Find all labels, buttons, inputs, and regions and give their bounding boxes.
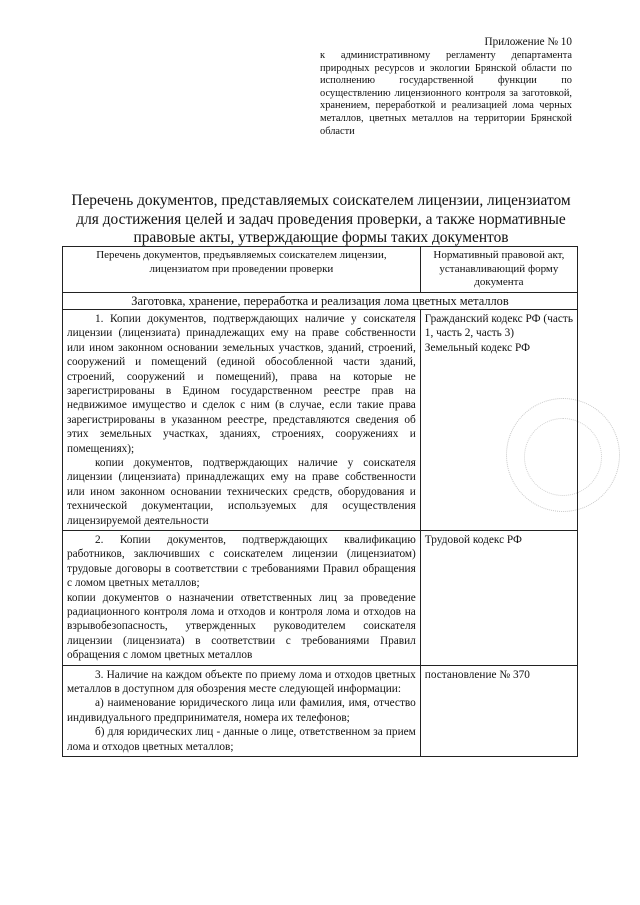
table-row	[63, 531, 578, 666]
appendix-body: к административному регламенту департамента природных ресурсов и экологии Брянской области по исполнению государственной функции по осуществлению лицензионного контроля за заготовкой, хранением, переработкой и реализацией лома черных металлов, цветных металлов на территории Брянской области	[320, 50, 572, 137]
row-1-paragraph-2: копии документов, подтверждающих наличие у соискателя лицензии (лицензиата) принадлежащих ему на праве собственности или ином законном основании технических средств, оборудования и технической документации, используемых для осуществления лицензируемой деятельности	[67, 456, 416, 527]
row-1-act-2: Земельный кодекс РФ	[424, 341, 530, 354]
row-1-paragraph-1: 1. Копии документов, подтверждающих наличие у соискателя лицензии (лицензиата) принадлежащих ему на праве собственности или ином законном основании земельных участков, зданий, строений, сооружений и помещений (единой обособленной части зданий, строений, сооружений и помещений), права на которые не зарегистрированы в Едином государственном реестре прав на недвижимое имущество и сделок с ним (в случае, если такие права зарегистрированы в указанном реестре, представляются сведения об этих земельных участках, зданиях, строениях, сооружениях и помещениях);	[67, 312, 416, 455]
row-2-legal-act	[420, 531, 577, 666]
document-title: Перечень документов, представляемых соискателем лицензии, лицензиатом для достижения целей и задач проведения проверки, а также нормативные правовые акты, утверждающие формы таких документов	[71, 192, 571, 246]
table-row	[63, 665, 578, 756]
row-2-paragraph-2: копии документов о назначении ответственных лиц за проведение радиационного контроля лома и отходов и контроля лома и отходов на взрывобезопасность, утвержденных руководителем соискателя лицензии (лицензиата) в соответствии с требованиями Правил обращения с ломом цветных металлов	[67, 591, 416, 662]
row-2-documents	[63, 531, 421, 666]
table-row	[63, 309, 578, 530]
section-title: Заготовка, хранение, переработка и реализация лома цветных металлов	[63, 292, 578, 309]
row-3-legal-act	[420, 665, 577, 756]
appendix-title: Приложение № 10	[484, 36, 572, 48]
table-header-row	[63, 247, 578, 293]
row-3-documents	[63, 665, 421, 756]
row-3-paragraph-1: 3. Наличие на каждом объекте по приему лома и отходов цветных металлов в доступном для обозрения месте следующей информации:	[67, 668, 416, 696]
row-3-paragraph-3: б) для юридических лиц - данные о лице, ответственном за прием лома и отходов цветных металлов;	[67, 726, 416, 753]
section-row	[63, 292, 578, 309]
table-header-legal-act: Нормативный правовой акт, устанавливающий форму документа	[420, 247, 577, 293]
row-1-legal-act	[420, 309, 577, 530]
row-1-documents	[63, 309, 421, 530]
table-header-documents: Перечень документов, предъявляемых соискателем лицензии, лицензиатом при проведении проверки	[63, 247, 421, 293]
row-1-act-1: Гражданский кодекс РФ (часть 1, часть 2, часть 3)	[424, 312, 573, 340]
row-2-act-1: Трудовой кодекс РФ	[424, 534, 522, 546]
row-2-paragraph-1: 2. Копии документов, подтверждающих квалификацию работников, заключивших с соискателем лицензии (лицензиатом) трудовые договоры в соответствии с требованиями Правил обращения с ломом цветных металлов;	[67, 534, 416, 590]
row-3-paragraph-2: а) наименование юридического лица или фамилия, имя, отчество индивидуального предпринимателя, номера их телефонов;	[67, 697, 416, 724]
row-3-act-1: постановление № 370	[424, 668, 530, 681]
documents-table	[62, 246, 578, 757]
